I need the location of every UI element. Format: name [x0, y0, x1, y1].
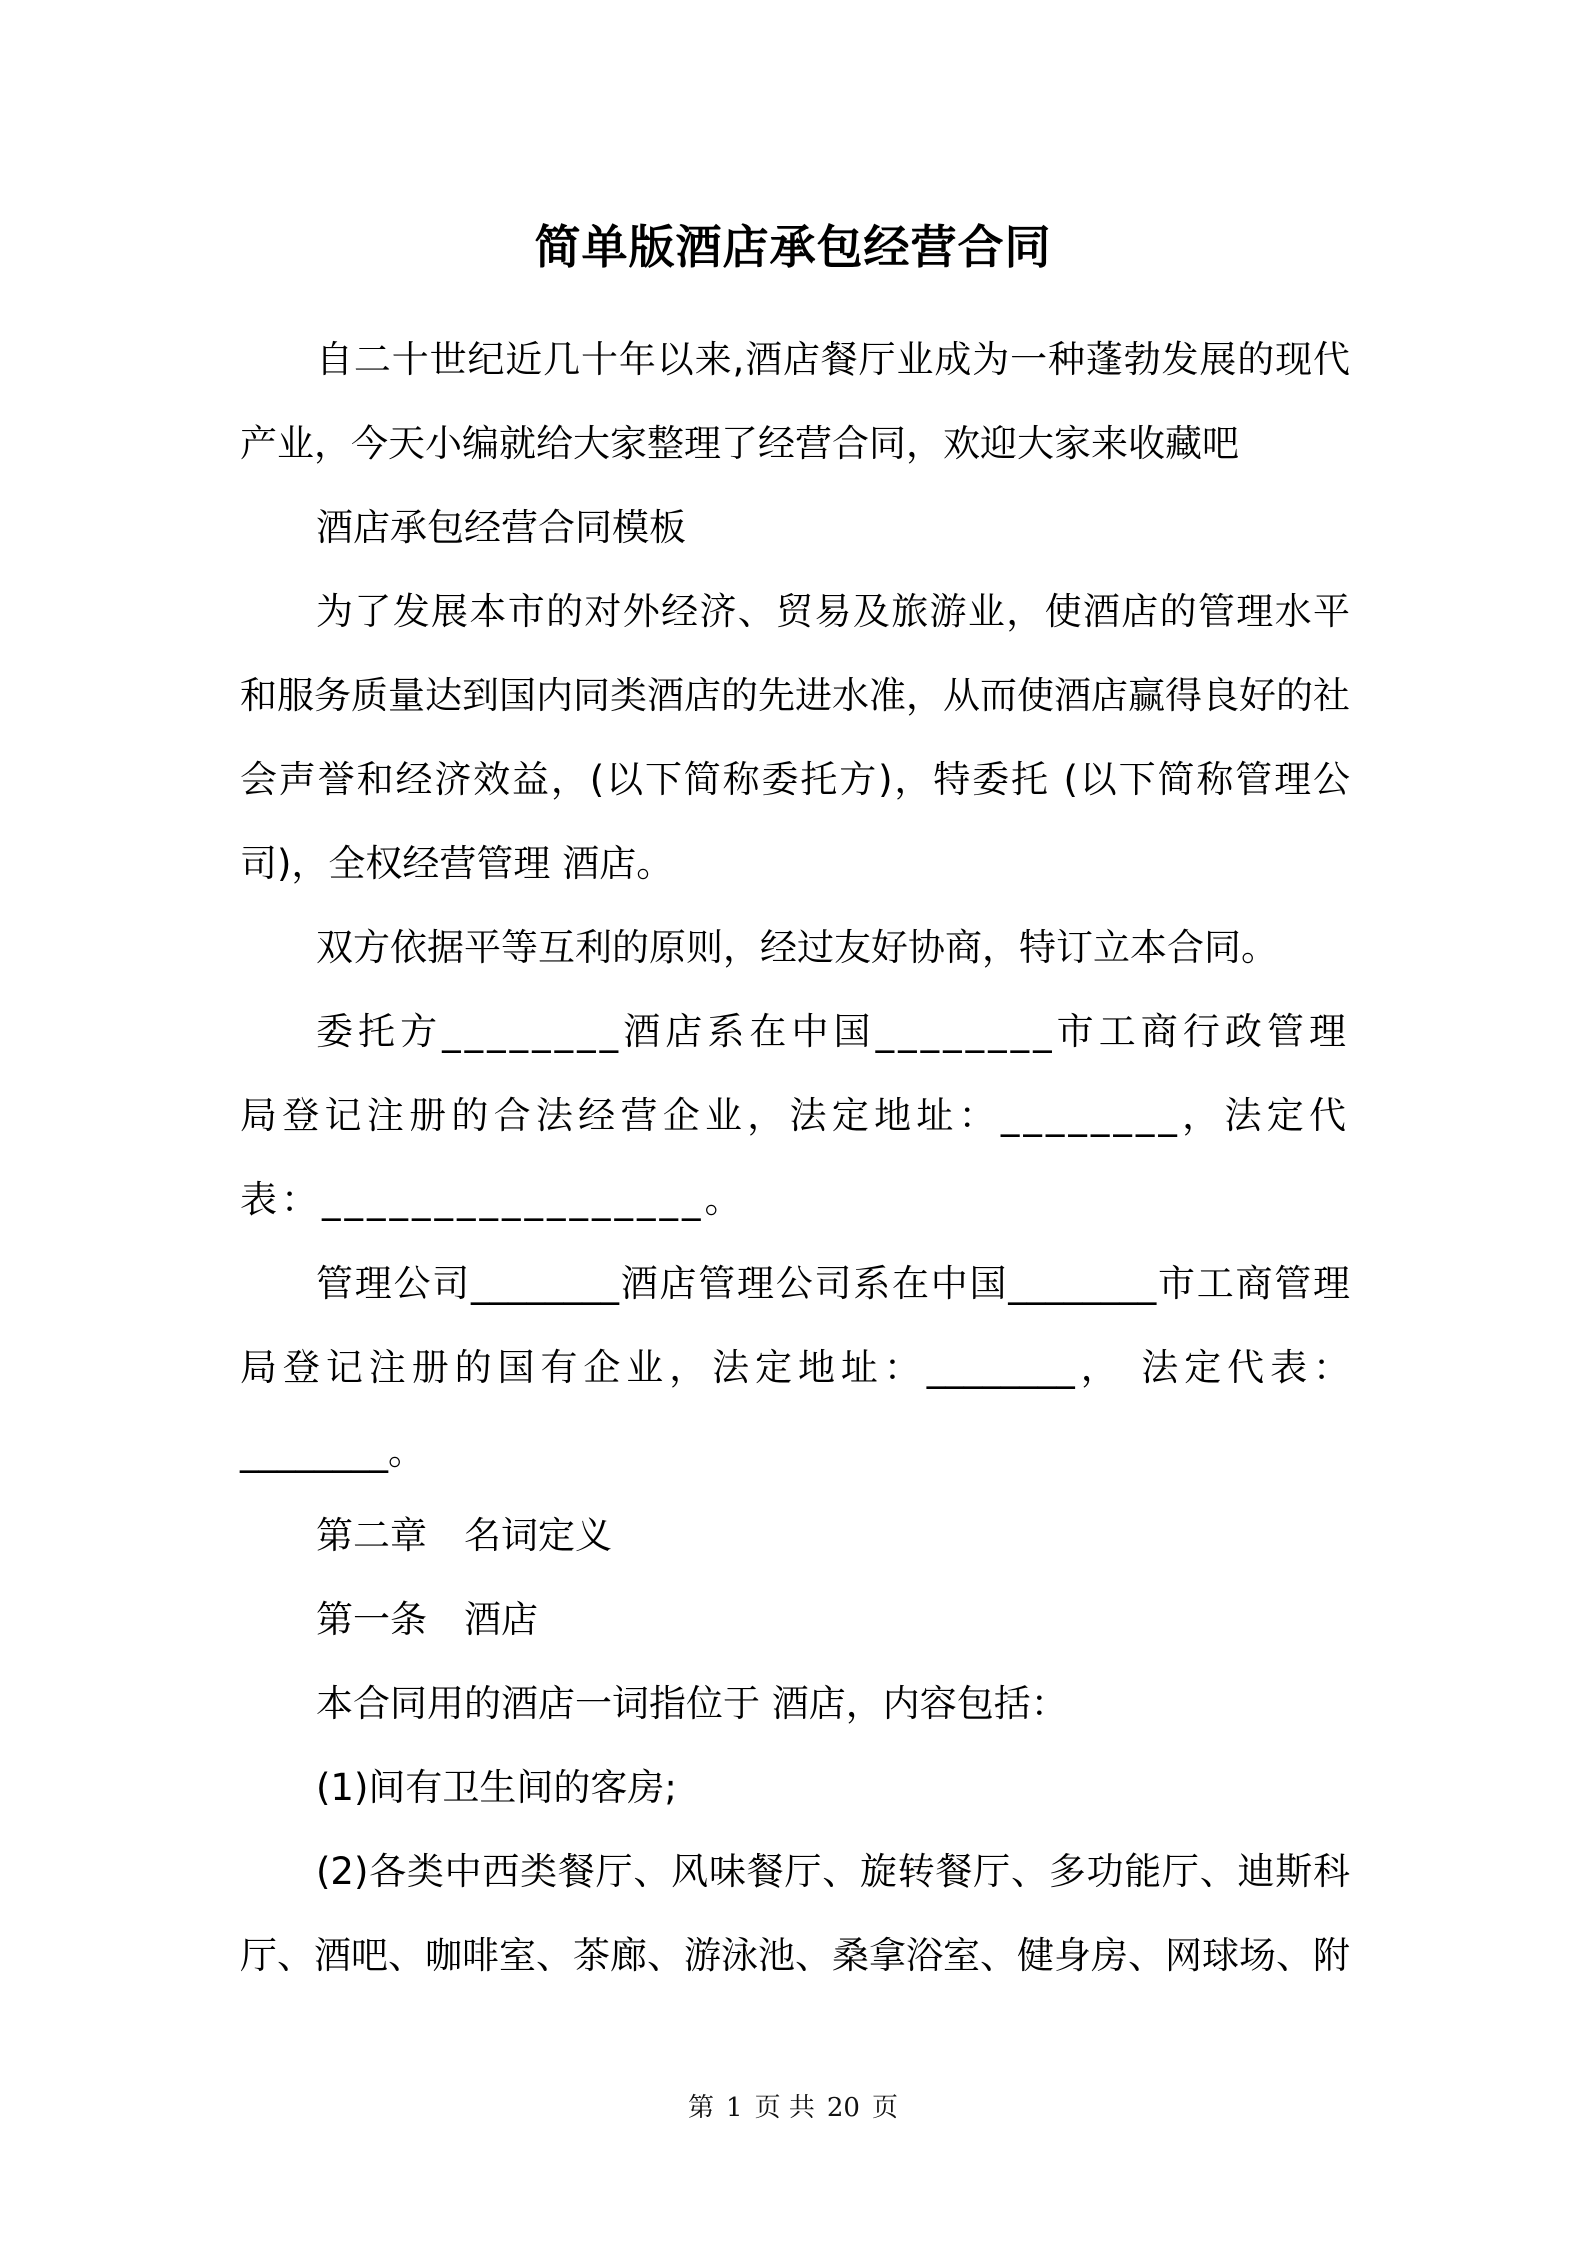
purpose-paragraph: 为了发展本市的对外经济、贸易及旅游业，使酒店的管理水平和服务质量达到国内同类酒店的先进水准，从而使酒店赢得良好的社会声誉和经济效益，(以下简称委托方)，特委托 (以下简称管理公司)，全权经营管理 酒店。 — [240, 590, 1350, 885]
template-heading: 酒店承包经营合同模板 — [316, 506, 686, 549]
document-body — [240, 318, 1350, 1998]
chapter-heading: 第二章 名词定义 — [316, 1514, 612, 1557]
intro-paragraph: 自二十世纪近几十年以来,酒店餐厅业成为一种蓬勃发展的现代产业，今天小编就给大家整理了经营合同，欢迎大家来收藏吧 — [240, 338, 1350, 465]
list-item-facilities: (2)各类中西类餐厅、风味餐厅、旋转餐厅、多功能厅、迪斯科厅、酒吧、咖啡室、茶廊、游泳池、桑拿浴室、健身房、网球场、附 — [240, 1850, 1350, 1977]
footer-page-number: 1 — [726, 2093, 743, 2123]
document-title: 简单版酒店承包经营合同 — [534, 220, 1052, 274]
footer-prefix: 第 — [688, 2093, 715, 2123]
page-footer — [0, 2088, 1586, 2128]
article-heading: 第一条 酒店 — [316, 1598, 538, 1641]
agreement-paragraph: 双方依据平等互利的原则，经过友好协商，特订立本合同。 — [316, 926, 1278, 969]
footer-middle: 页 共 — [754, 2093, 815, 2123]
management-company-paragraph: 管理公司________酒店管理公司系在中国________市工商管理局登记注册的国有企业，法定地址：________， 法定代表：________。 — [240, 1262, 1350, 1473]
list-item-rooms: (1)间有卫生间的客房; — [316, 1766, 677, 1809]
footer-total-pages: 20 — [826, 2093, 860, 2123]
hotel-definition-paragraph: 本合同用的酒店一词指位于 酒店，内容包括： — [316, 1682, 1068, 1725]
principal-party-paragraph: 委托方________酒店系在中国________市工商行政管理局登记注册的合法经营企业，法定地址：________，法定代表：_________________。 — [240, 1010, 1350, 1221]
footer-suffix: 页 — [871, 2093, 898, 2123]
